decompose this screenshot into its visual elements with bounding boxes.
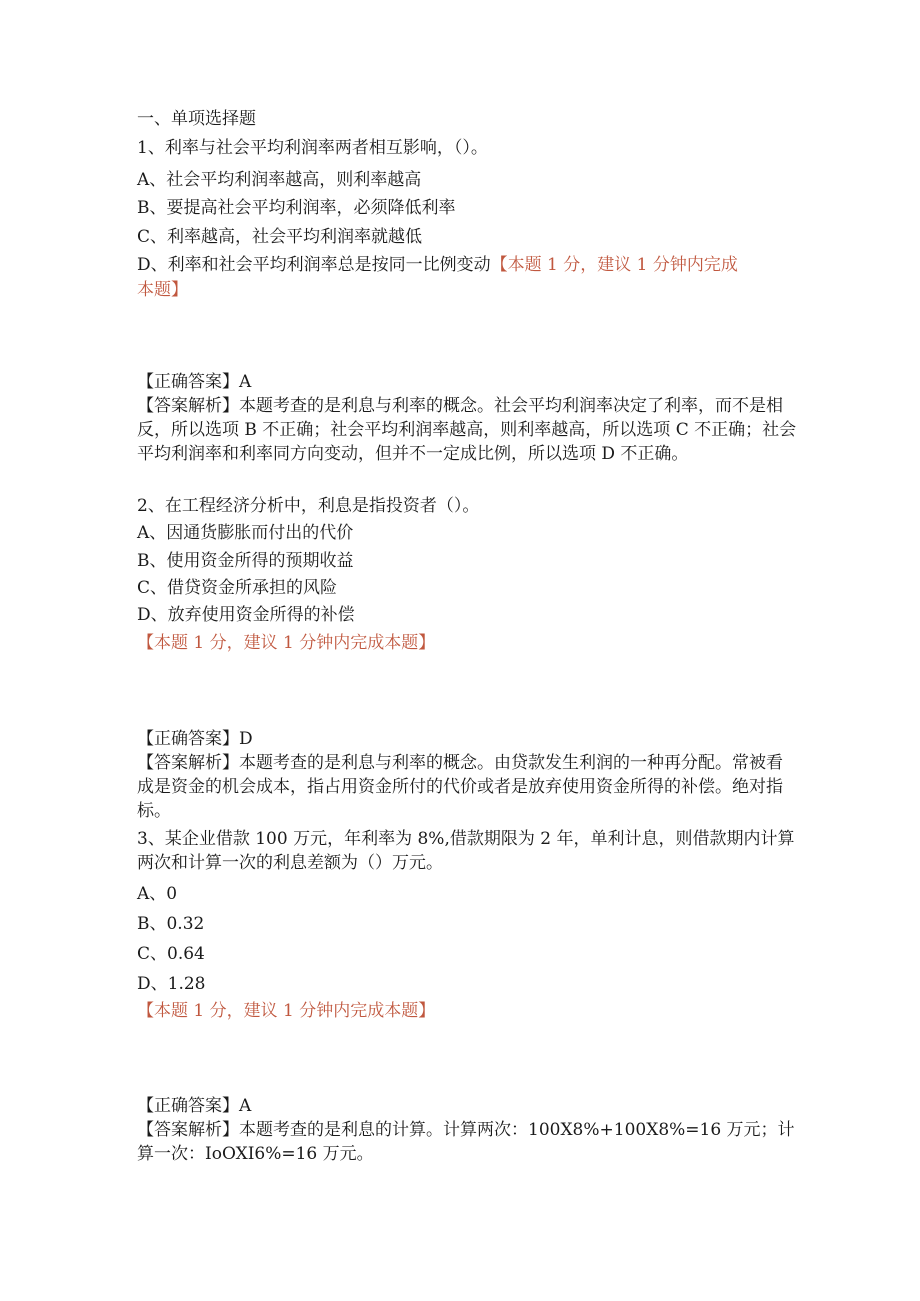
q2-option-b: B、使用资金所得的预期收益 <box>137 551 354 571</box>
q1-option-c: C、利率越高，社会平均利润率就越低 <box>137 227 423 247</box>
q3-option-c: C、0.64 <box>137 944 205 964</box>
section-title: 一、单项选择题 <box>137 109 256 129</box>
q3-explanation: 【答案解析】本题考查的是利息的计算。计算两次：100X8%+100X8%=16 万元；计算一次：IoOXI6%=16 万元。 <box>137 1120 795 1164</box>
q1-option-a: A、社会平均利润率越高，则利率越高 <box>137 170 422 190</box>
q1-hint-tail: 本题】 <box>137 280 188 300</box>
q3-option-b: B、0.32 <box>137 914 205 934</box>
q2-option-c: C、借贷资金所承担的风险 <box>137 578 338 598</box>
q3-stem: 3、某企业借款 100 万元，年利率为 8%,借款期限为 2 年，单利计息，则借款期内计算两次和计算一次的利息差额为（）万元。 <box>137 829 795 873</box>
q3-option-a: A、0 <box>137 884 178 904</box>
q3-answer: 【正确答案】A <box>137 1096 252 1116</box>
q1-option-d <box>137 254 738 278</box>
q1-stem: 1、利率与社会平均利润率两者相互影响，（）。 <box>137 138 488 158</box>
q2-option-a: A、因通货膨胀而付出的代价 <box>137 523 354 543</box>
q2-answer: 【正确答案】D <box>137 729 253 749</box>
q3-hint: 【本题 1 分，建议 1 分钟内完成本题】 <box>137 1001 436 1021</box>
q2-option-d: D、放弃使用资金所得的补偿 <box>137 605 355 625</box>
q2-stem: 2、在工程经济分析中，利息是指投资者（）。 <box>137 496 480 516</box>
q1-explanation: 【答案解析】本题考查的是利息与利率的概念。社会平均利润率决定了利率，而不是相反，所以选项 B 不正确；社会平均利润率越高，则利率越高，所以选项 C 不正确；社会平均利润率和利率同方向变动，但并不一定成比例，所以选项 D 不正确。 <box>137 396 797 464</box>
q1-option-b: B、要提高社会平均利润率，必须降低利率 <box>137 198 456 218</box>
q2-hint: 【本题 1 分，建议 1 分钟内完成本题】 <box>137 633 436 653</box>
q3-option-d: D、1.28 <box>137 974 206 994</box>
q1-hint-head: 【本题 1 分，建议 1 分钟内完成 <box>490 255 738 275</box>
q1-answer: 【正确答案】A <box>137 372 252 392</box>
q1-option-d-text: D、利率和社会平均利润率总是按同一比例变动 <box>137 255 491 275</box>
q2-explanation: 【答案解析】本题考查的是利息与利率的概念。由贷款发生利润的一种再分配。常被看成是资金的机会成本，指占用资金所付的代价或者是放弃使用资金所得的补偿。绝对指标。 <box>137 753 783 821</box>
